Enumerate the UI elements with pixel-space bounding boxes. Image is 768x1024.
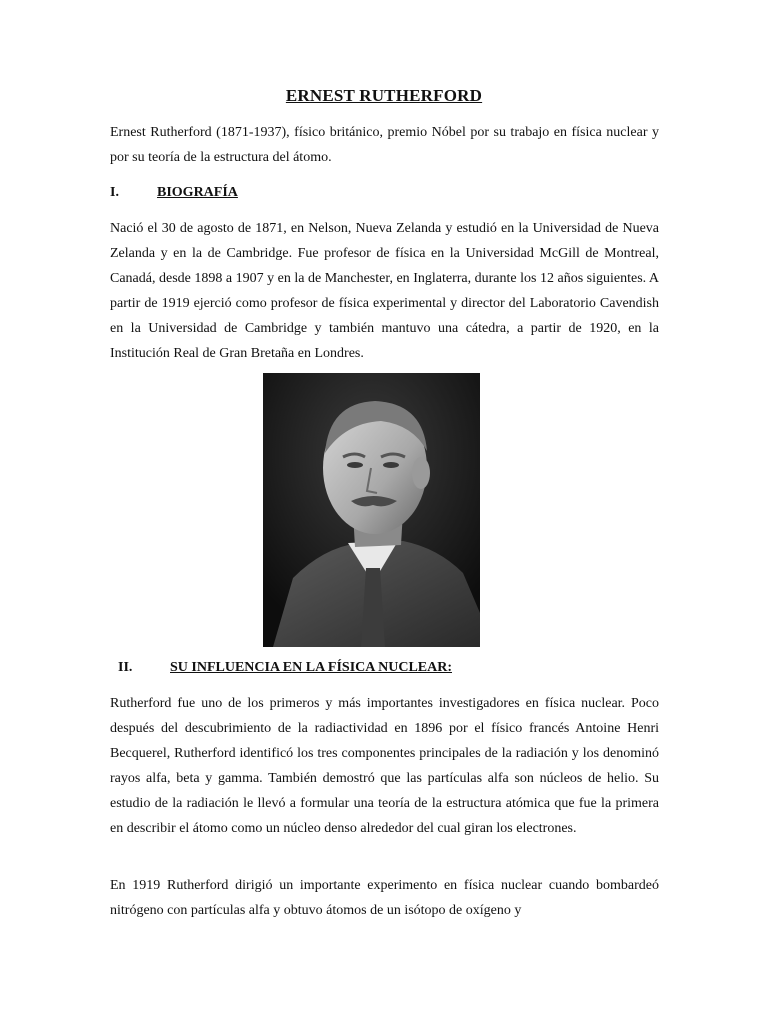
- biography-paragraph: Nació el 30 de agosto de 1871, en Nelson, Nueva Zelanda y estudió en la Universidad de Nueva Zelanda y en la de Cambridge. Fue profesor de física en la Universidad McGill de Montreal, Canadá, desde 1898 a 1907 y en la de Manchester, en Inglaterra, durante los 12 años siguientes. A partir de 1919 ejerció como profesor de física experimental y director del Laboratorio Cavendish en la Universidad de Cambridge y también mantuvo una cátedra, a partir de 1920, en la Institución Real de Gran Bretaña en Londres.: [110, 221, 659, 361]
- section-number: II.: [118, 660, 133, 675]
- intro-paragraph: Ernest Rutherford (1871-1937), físico británico, premio Nóbel por su trabajo en física nuclear y por su teoría de la estructura del átomo.: [110, 125, 659, 165]
- page-title: ERNEST RUTHERFORD: [285, 86, 483, 105]
- portrait-photo-icon: [263, 373, 480, 647]
- influence-paragraph: Rutherford fue uno de los primeros y más importantes investigadores en física nuclear. Poco después del descubrimiento de la radiactividad en 1896 por el físico francés Antoine Henri Becquerel, Rutherford identificó los tres componentes principales de la radiación y los denominó rayos alfa, beta y gamma. También demostró que las partículas alfa son núcleos de helio. Su estudio de la radiación le llevó a formular una teoría de la estructura atómica que fue la primera en describir el átomo como un núcleo denso alrededor del cual giran los electrones.: [110, 696, 659, 836]
- experiment-paragraph: En 1919 Rutherford dirigió un importante experimento en física nuclear cuando bombardeó nitrógeno con partículas alfa y obtuvo átomos de un isótopo de oxígeno y: [110, 878, 659, 918]
- section-title: SU INFLUENCIA EN LA FÍSICA NUCLEAR:: [170, 660, 452, 675]
- rutherford-portrait: [263, 373, 480, 647]
- section-title: BIOGRAFÍA: [157, 185, 238, 200]
- section-number: I.: [110, 185, 119, 200]
